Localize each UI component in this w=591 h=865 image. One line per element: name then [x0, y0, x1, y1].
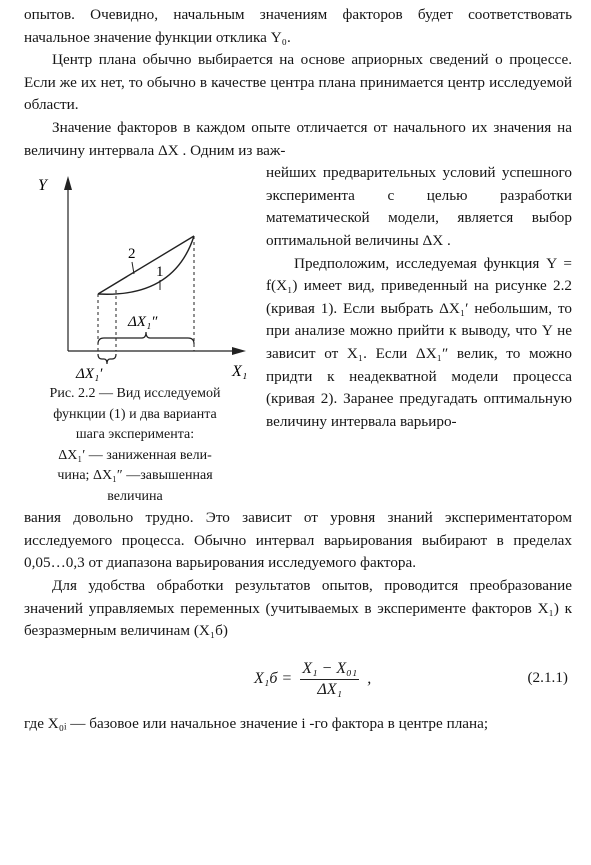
figure-caption — [24, 384, 246, 507]
y-axis-arrow — [64, 176, 72, 190]
caption-line: ΔX₁′ — заниженная вели- — [58, 447, 212, 463]
equation-2-1-1 — [24, 655, 572, 713]
brace-small — [98, 354, 116, 364]
equation-lhs: X₁б = — [254, 669, 293, 687]
paragraph-3-continued: вания довольно трудно. Это зависит от уровня знаний экспериментатором исследуемого процесса. Обычно интервал варьирования выбирают в пределах 0,05…0,3 от диапазона варьирования исследуемого фактора. — [24, 509, 572, 572]
x-axis-arrow — [232, 347, 246, 355]
equation-body — [254, 659, 371, 700]
paragraph-1: Центр плана обычно выбирается на основе априорных сведений о процессе. Если же их нет, то обычно в качестве центра плана принимается центр исследуемой области. — [24, 51, 572, 114]
equation-number: (2.1.1) — [527, 668, 568, 686]
paragraph-2-end: нейших предварительных условий успешного эксперимента с целью разработки математической модели, является выбор оптимальной величины ΔX . — [266, 164, 572, 249]
equation-denominator: ΔX₁ — [317, 680, 343, 698]
equation-tail: , — [367, 669, 372, 687]
paragraph-4: Для удобства обработки результатов опытов, проводится преобразование значений управляемых переменных (учитываемых в эксперименте факторов X₁) к безразмерным величинам (X₁б) — [24, 576, 572, 640]
paragraph-5: где X₀ᵢ — базовое или начальное значение i -го фактора в центре плана; — [24, 714, 489, 732]
figure-2-2 — [24, 166, 256, 507]
curve-1-label: 1 — [156, 264, 164, 281]
equation-numerator: X₁ − X₀₁ — [300, 659, 359, 680]
equation-fraction — [300, 659, 359, 700]
y-axis-label: Y — [38, 177, 47, 195]
function-plot — [24, 166, 256, 382]
brace-big — [98, 332, 194, 344]
caption-line: Рис. 2.2 — Вид исследуемой — [49, 386, 221, 402]
delta-big-label: ΔX₁″ — [128, 314, 158, 331]
caption-line: величина — [107, 488, 163, 504]
curve-2-label: 2 — [128, 246, 136, 263]
delta-small-label: ΔX₁′ — [76, 366, 103, 383]
caption-line: функции (1) и два варианта — [53, 406, 217, 422]
paragraph-2-start: Значение факторов в каждом опыте отличается от начального их значения на величину интервала ΔX . Одним из важ- — [24, 118, 572, 159]
paragraph-0: опытов. Очевидно, начальным значениям факторов будет соответствовать начальное значение функции отклика Y₀. — [24, 6, 572, 46]
caption-line: чина; ΔX₁″ —завышенная — [57, 468, 213, 484]
figure-wrap — [24, 162, 572, 507]
paragraph-3: Предположим, исследуемая функция Y = f(X₁) имеет вид, приведенный на рисунке 2.2 (кривая 1). Если выбрать ΔX₁′ небольшим, то при анализе можно прийти к выводу, что Y не зависит от X₁. Если ΔX₁″ велик, то можно придти к неадекватной модели процесса (кривая 2). Заранее предугадать оптимальную величину интервала варьиро- — [266, 254, 572, 430]
x-axis-label: X₁ — [232, 363, 248, 381]
caption-line: шага эксперимента: — [75, 427, 195, 443]
page — [24, 4, 572, 735]
